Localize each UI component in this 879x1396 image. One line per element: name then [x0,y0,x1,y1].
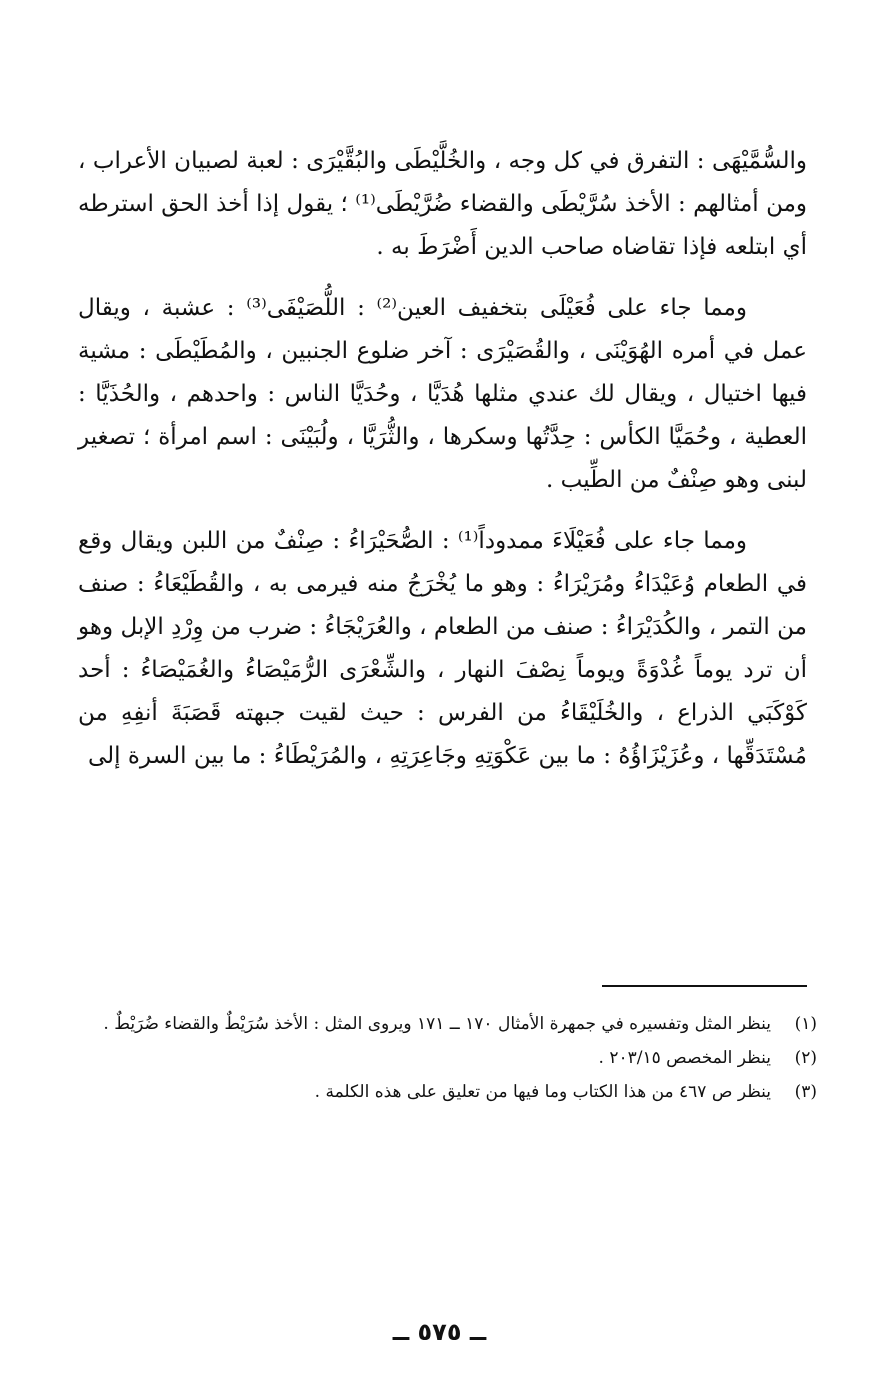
paragraph-2: ومما جاء على فُعَيْلَى بتخفيف العين⁽²⁾ : اللُّصَيْفَى⁽³⁾ : عشبة ، ويقال عمل في أمره الهُوَيْنَى ، والقُصَيْرَى : آخر ضلوع الجنبين ، والمُطَيْطَى : مشية فيها اختيال ، ويقال لك عندي مثلها هُدَيَّا ، وحُدَيَّا الناس : واحدهم ، والحُذَيَّا : العطية ، وحُمَيَّا الكأس : حِدَّتُها وسكرها ، والثُّرَيَّا ، ولُبَيْنَى : اسم امرأة ؛ تصغير لبنى وهو صِنْفٌ من الطِّيب . [78,295,807,493]
footnote-number: (١) [794,1014,817,1034]
footnote-1 [68,1008,817,1040]
page-number: ــ ٥٧٥ ــ [392,1318,487,1346]
footnote-number: (٣) [794,1082,817,1102]
paragraph-1: والسُّمَّيْهَى : التفرق في كل وجه ، والخُلَّيْطَى والبُقَّيْرَى : لعبة لصبيان الأعراب ، ومن أمثالهم : الأخذ سُرَّيْطَى والقضاء ضُرَّيْطَى⁽¹⁾ ؛ يقول إذا أخذ الحق استرطه أي ابتلعه فإذا تقاضاه صاحب الدين أَضْرَطَ به . [78,148,808,260]
footnote-text: ينظر المخصص ٢٠٣/١٥ . [598,1048,771,1068]
paragraph-3: ومما جاء على فُعَيْلَاءَ ممدوداً⁽¹⁾ : الصُّحَيْرَاءُ : صِنْفٌ من اللبن ويقال وقع في الطعام وُعَيْدَاءُ ومُرَيْرَاءُ : وهو ما يُخْرَجُ منه فيرمى به ، والقُطَيْعَاءُ : صنف من التمر ، والكُدَيْرَاءُ : صنف من الطعام ، والعُرَيْجَاءُ : ضرب من وِرْدِ الإبل وهو أن ترد يوماً غُدْوَةً ويوماً نِصْفَ النهار ، والشِّعْرَى الرُّمَيْصَاءُ والغُمَيْصَاءُ : أحد كَوْكَبَي الذراع ، والخُلَيْقَاءُ من الفرس : حيث لقيت جبهته قَصَبَةَ أنفِهِ من مُسْتَدَقِّها ، وعُزَيْزَاؤُهُ : ما بين عَكْوَتِهِ وجَاعِرَتِهِ ، والمُرَيْطَاءُ : ما بين السرة إلى [78,528,807,769]
footnote-3 [68,1076,817,1108]
footnote-separator [602,985,807,987]
main-text [78,140,807,796]
footnotes [68,1008,817,1110]
footnote-text: ينظر ص ٤٦٧ من هذا الكتاب وما فيها من تعليق على هذه الكلمة . [314,1082,771,1102]
footnote-text: ينظر المثل وتفسيره في جمهرة الأمثال ١٧٠ ــ ١٧١ ويروى المثل : الأخذ سُرَيْطٌ والقضاء ضُرَيْطٌ . [103,1014,771,1034]
footnote-2 [68,1042,817,1074]
footnote-number: (٢) [794,1048,817,1068]
